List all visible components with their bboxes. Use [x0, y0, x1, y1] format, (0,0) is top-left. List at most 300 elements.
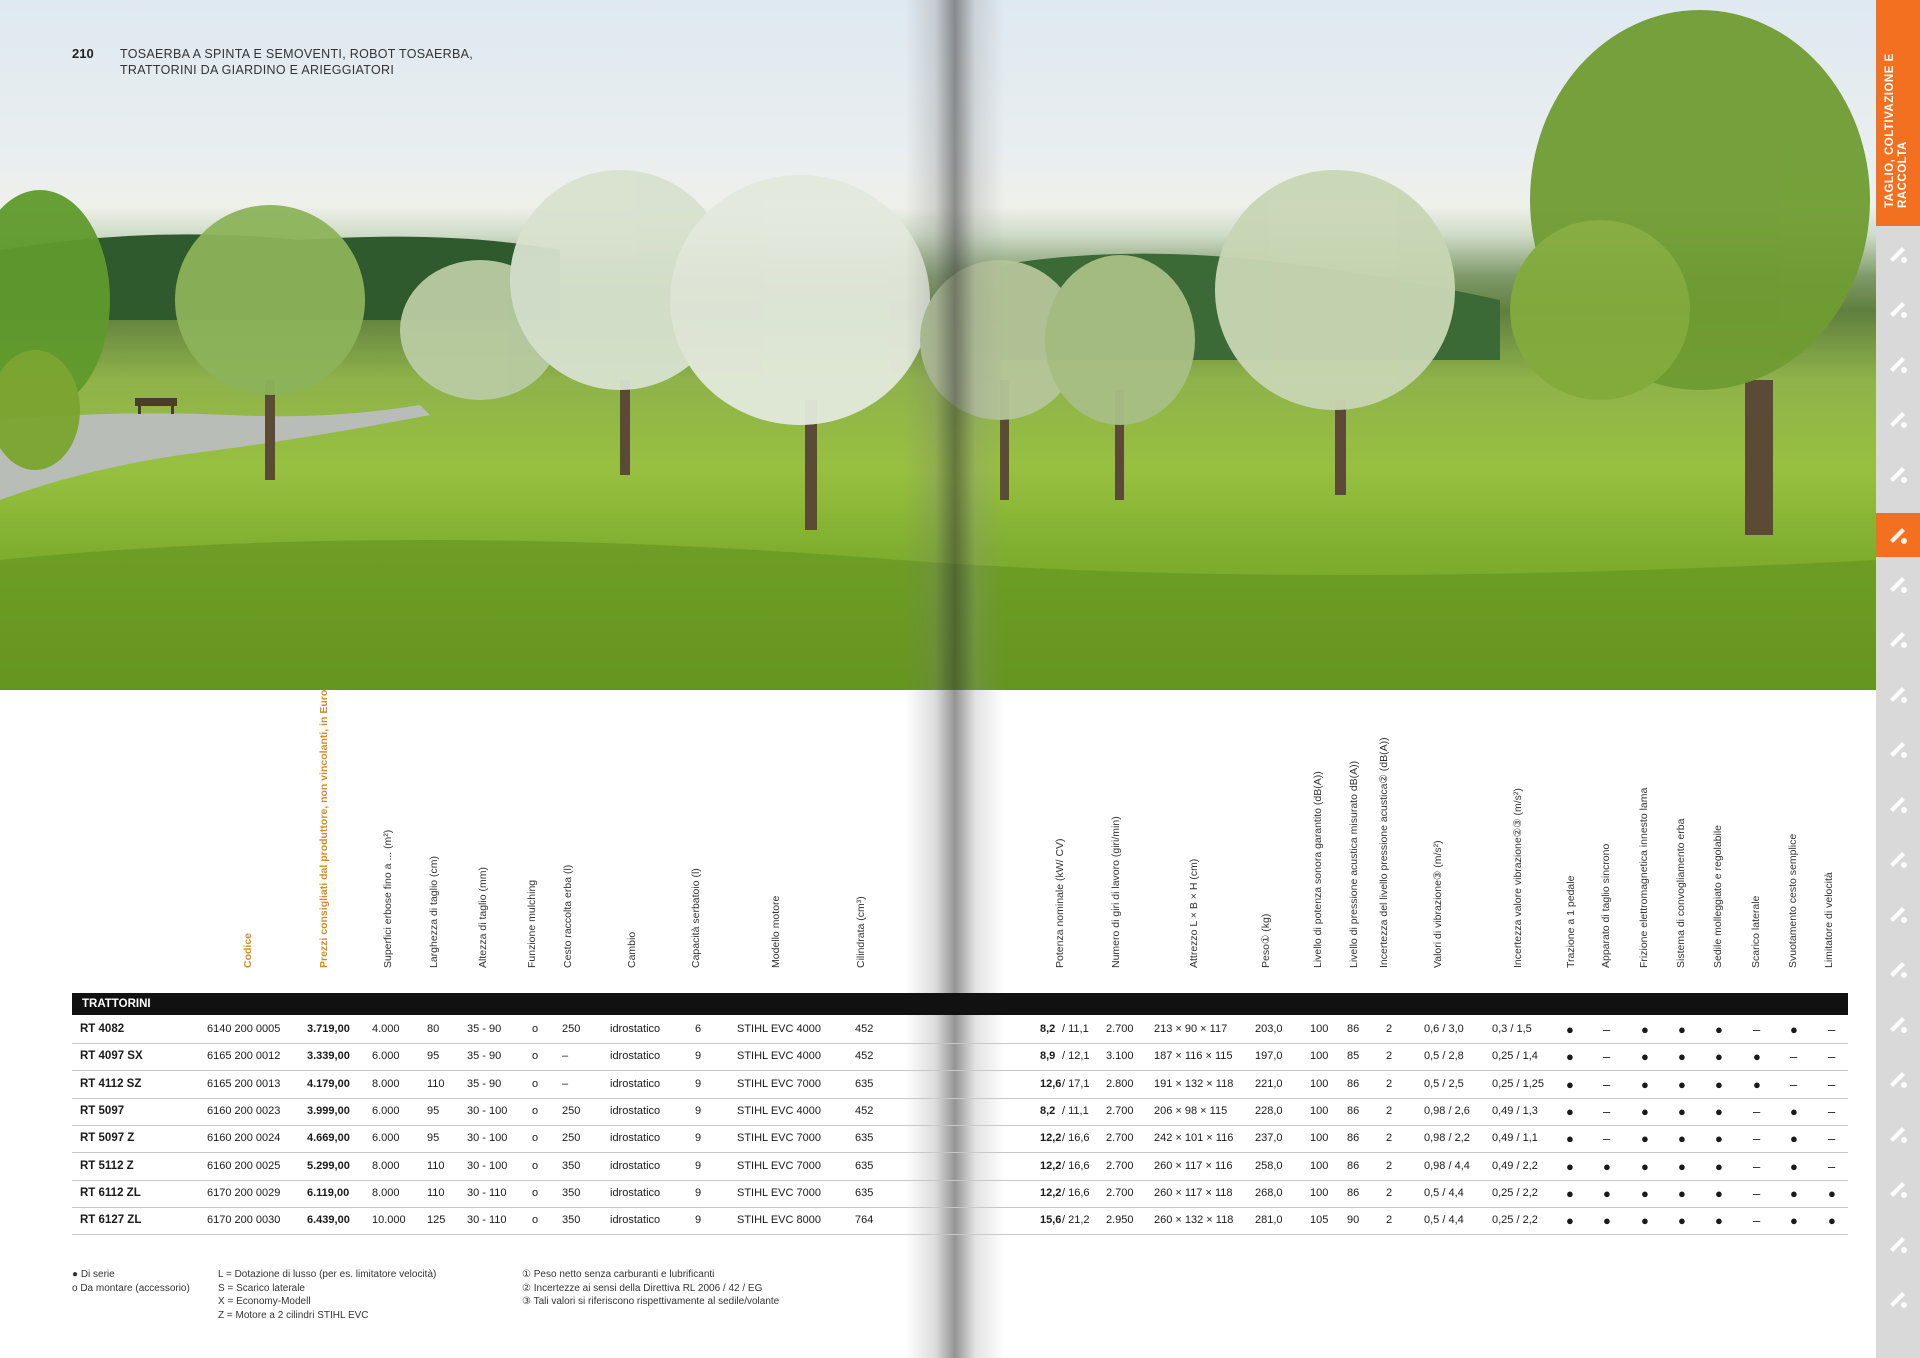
cell-unc: 2 [1386, 1077, 1393, 1090]
cleaner-icon[interactable] [1882, 733, 1914, 765]
cell-width: 95 [427, 1104, 440, 1117]
cell-dim: 260 × 117 × 118 [1154, 1186, 1233, 1199]
cell-gear: idrostatico [610, 1023, 661, 1035]
table-row [72, 1043, 1848, 1071]
column-header-label: Livello di potenza sonora garantito (dB(A)) [1312, 771, 1324, 968]
cell-kw: 8,2 [1040, 1023, 1056, 1035]
cell-height: 35 - 90 [467, 1023, 502, 1035]
cell-lpa: 86 [1347, 1077, 1360, 1090]
pole-icon[interactable] [1882, 678, 1914, 710]
cell-dim: 242 × 101 × 116 [1154, 1132, 1234, 1145]
cell-rpm: 3.100 [1106, 1050, 1134, 1063]
cell-bag: – [562, 1077, 569, 1090]
feature-mark: ● [1678, 1022, 1686, 1037]
column-header-label: Apparato di taglio sincrono [1600, 843, 1612, 968]
case-icon[interactable] [1882, 1173, 1914, 1205]
cell-lwa: 100 [1310, 1186, 1329, 1199]
feature-mark: ● [1566, 1049, 1574, 1065]
cell-cv: / 21,2 [1062, 1214, 1090, 1227]
feature-mark: ● [1828, 1185, 1836, 1201]
feature-mark: ● [1603, 1213, 1611, 1229]
feature-mark: ● [1678, 1213, 1686, 1229]
column-header-label: Attrezzo L × B × H (cm) [1188, 858, 1200, 968]
feature-mark: – [1828, 1076, 1836, 1092]
feature-mark: ● [1753, 1076, 1761, 1092]
cell-vib: 0,5 / 4,4 [1424, 1214, 1464, 1227]
cell-vunc: 0,49 / 1,1 [1492, 1132, 1538, 1145]
cell-lwa: 100 [1310, 1104, 1329, 1117]
cell-width: 95 [427, 1132, 440, 1145]
feature-mark: ● [1641, 1049, 1649, 1065]
feature-mark: – [1753, 1131, 1761, 1147]
column-header [1600, 740, 1620, 980]
tiller-icon[interactable] [1882, 623, 1914, 655]
cell-cc: 764 [855, 1214, 874, 1227]
legend-line: ② Incertezze ai sensi della Direttiva RL 2006 / 42 / EG [522, 1282, 763, 1294]
column-header [1823, 740, 1843, 980]
cell-model: RT 6127 ZL [80, 1214, 142, 1227]
cell-unc: 2 [1386, 1023, 1393, 1035]
cell-vib: 0,5 / 2,8 [1424, 1050, 1464, 1063]
column-header [1675, 740, 1695, 980]
book-icon[interactable] [1882, 1063, 1914, 1095]
cell-area: 6.000 [372, 1132, 400, 1145]
feature-mark: – [1828, 1049, 1836, 1065]
cell-tank: 9 [695, 1186, 702, 1199]
column-header-label: Cambio [626, 931, 638, 968]
cell-lpa: 86 [1347, 1104, 1360, 1117]
brushcutter-icon[interactable] [1882, 403, 1914, 435]
cell-dim: 191 × 132 × 118 [1154, 1077, 1234, 1090]
column-header-label: Modello motore [770, 895, 782, 968]
cell-gear: idrostatico [610, 1214, 661, 1227]
feature-mark: ● [1641, 1158, 1649, 1174]
cell-gear: idrostatico [610, 1159, 661, 1172]
cell-cc: 635 [855, 1159, 874, 1172]
cell-code: 6170 200 0029 [207, 1186, 281, 1199]
cell-rpm: 2.700 [1106, 1023, 1134, 1035]
hedge-trimmer-icon[interactable] [1882, 348, 1914, 380]
cell-kw: 12,2 [1040, 1132, 1062, 1145]
column-header-label: Valori di vibrazione③ (m/s²) [1432, 840, 1444, 968]
cell-price: 4.669,00 [307, 1132, 350, 1145]
cell-cv: / 12,1 [1062, 1050, 1090, 1063]
page-number: 210 [72, 46, 94, 61]
cell-vib: 0,98 / 4,4 [1424, 1159, 1470, 1172]
column-header [1565, 740, 1585, 980]
cell-gear: idrostatico [610, 1077, 661, 1090]
column-header-label: Altezza di taglio (mm) [477, 867, 489, 968]
cell-area: 8.000 [372, 1159, 400, 1172]
feature-mark: ● [1678, 1185, 1686, 1201]
feature-mark: ● [1715, 1103, 1723, 1119]
cell-mulch: o [532, 1132, 539, 1145]
tab-label: TAGLIO, COLTIVAZIONE E RACCOLTA [1884, 53, 1909, 208]
cell-rpm: 2.950 [1106, 1214, 1134, 1227]
feature-mark: ● [1715, 1158, 1723, 1174]
cell-rpm: 2.700 [1106, 1104, 1134, 1117]
column-header-label: Cesto raccolta erba (l) [562, 864, 574, 968]
cell-lpa: 86 [1347, 1023, 1360, 1035]
cell-engine: STIHL EVC 4000 [737, 1104, 821, 1117]
column-header [855, 740, 875, 980]
table-row [72, 1153, 1848, 1181]
feature-mark: ● [1603, 1158, 1611, 1174]
table-row [72, 1125, 1848, 1153]
column-header [477, 740, 497, 980]
axe-icon[interactable] [1882, 1228, 1914, 1260]
cell-model: RT 5097 [80, 1104, 125, 1117]
feature-mark: ● [1828, 1213, 1836, 1229]
column-header-label: Cilindrata (cm³) [855, 896, 867, 968]
cell-cc: 452 [855, 1050, 874, 1063]
cell-weight: 197,0 [1255, 1050, 1283, 1063]
cell-unc: 2 [1386, 1104, 1393, 1117]
cell-bag: 250 [562, 1023, 581, 1035]
cell-engine: STIHL EVC 4000 [737, 1023, 821, 1035]
column-header-label: Peso① (kg) [1260, 913, 1272, 968]
blower-icon[interactable] [1882, 458, 1914, 490]
cell-mulch: o [532, 1023, 539, 1035]
trimmer-icon[interactable] [1882, 568, 1914, 600]
feature-mark: ● [1641, 1213, 1649, 1229]
column-header-label: Numero di giri di lavoro (giri/min) [1110, 816, 1122, 968]
cell-height: 30 - 100 [467, 1104, 508, 1117]
feature-mark: – [1828, 1131, 1836, 1147]
cell-tank: 6 [695, 1023, 702, 1035]
column-header-label: Incertezza del livello pressione acustica② (dB(A)) [1378, 737, 1390, 968]
column-header-label: Limitatore di velocità [1823, 872, 1835, 968]
column-header [1260, 740, 1280, 980]
cell-cv: / 16,6 [1062, 1132, 1090, 1145]
cell-lwa: 100 [1310, 1159, 1329, 1172]
feature-mark: ● [1790, 1103, 1798, 1119]
cell-engine: STIHL EVC 7000 [737, 1077, 821, 1090]
column-header [318, 689, 338, 980]
sweeper-icon[interactable] [1882, 788, 1914, 820]
column-header [1188, 740, 1208, 980]
cell-unc: 2 [1386, 1214, 1393, 1227]
legend-standard [72, 1268, 190, 1295]
cell-weight: 281,0 [1255, 1214, 1283, 1227]
orchard-photo [0, 0, 1876, 690]
cell-weight: 203,0 [1255, 1023, 1283, 1035]
cell-engine: STIHL EVC 7000 [737, 1132, 821, 1145]
column-header-label: Incertezza valore vibrazione②③ (m/s²) [1512, 788, 1524, 968]
column-header [1054, 740, 1074, 980]
cell-price: 3.999,00 [307, 1104, 350, 1117]
cell-area: 6.000 [372, 1050, 400, 1063]
feature-mark: ● [1566, 1076, 1574, 1092]
cell-weight: 221,0 [1255, 1077, 1283, 1090]
column-header-label: Codice [242, 932, 254, 968]
page-title: TOSAERBA A SPINTA E SEMOVENTI, ROBOT TOSAERBA, TRATTORINI DA GIARDINO E ARIEGGIATORI [120, 47, 474, 77]
feature-mark: ● [1566, 1131, 1574, 1147]
cell-lwa: 105 [1310, 1214, 1329, 1227]
sprayer-icon[interactable] [1882, 843, 1914, 875]
side-tab-bar [1876, 0, 1920, 1358]
cell-price: 6.439,00 [307, 1214, 350, 1227]
cell-model: RT 6112 ZL [80, 1186, 141, 1199]
cell-vunc: 0,49 / 2,2 [1492, 1159, 1538, 1172]
cell-unc: 2 [1386, 1050, 1393, 1063]
feature-mark: – [1790, 1049, 1798, 1065]
cell-vunc: 0,25 / 1,4 [1492, 1050, 1538, 1063]
feature-mark: ● [1790, 1022, 1798, 1037]
feature-mark: ● [1715, 1076, 1723, 1092]
cell-kw: 12,2 [1040, 1186, 1062, 1199]
column-header [428, 740, 448, 980]
cell-dim: 260 × 132 × 118 [1154, 1214, 1234, 1227]
cell-cv: / 16,6 [1062, 1186, 1090, 1199]
cell-gear: idrostatico [610, 1050, 661, 1063]
feature-mark: – [1828, 1022, 1836, 1037]
feature-mark: ● [1566, 1185, 1574, 1201]
cell-model: RT 4082 [80, 1023, 125, 1035]
cell-price: 3.339,00 [307, 1050, 350, 1063]
legend-line: o Da montare (accessorio) [72, 1282, 190, 1294]
cell-lpa: 86 [1347, 1159, 1360, 1172]
cell-cv: / 16,6 [1062, 1159, 1090, 1172]
cell-cv: / 11,1 [1062, 1023, 1089, 1035]
cell-price: 6.119,00 [307, 1186, 350, 1199]
cell-height: 30 - 100 [467, 1132, 508, 1145]
column-header-label: Prezzi consigliati dal produttore, non vincolanti, in Euro [318, 689, 330, 968]
cell-vib: 0,6 / 3,0 [1424, 1023, 1464, 1035]
cell-mulch: o [532, 1214, 539, 1227]
feature-mark: ● [1715, 1022, 1723, 1037]
legend-notes [522, 1268, 779, 1309]
column-header [690, 740, 710, 980]
cell-height: 30 - 110 [467, 1214, 507, 1227]
cell-tank: 9 [695, 1159, 702, 1172]
chainsaw-icon[interactable] [1882, 293, 1914, 325]
cell-unc: 2 [1386, 1159, 1393, 1172]
feature-mark: – [1603, 1049, 1611, 1065]
column-header [562, 740, 582, 980]
cell-vib: 0,98 / 2,6 [1424, 1104, 1470, 1117]
column-header-label: Livello di pressione acustica misurato dB(A)) [1348, 760, 1360, 968]
legend-line: S = Scarico laterale [218, 1282, 305, 1294]
cell-model: RT 4097 SX [80, 1050, 143, 1063]
cell-vunc: 0,25 / 1,25 [1492, 1077, 1544, 1090]
cell-cc: 635 [855, 1186, 874, 1199]
feature-mark: ● [1641, 1022, 1649, 1037]
tab-taglio-coltivazione[interactable] [1876, 0, 1920, 226]
cell-height: 35 - 90 [467, 1050, 502, 1063]
column-header [526, 740, 546, 980]
bottle-icon[interactable] [1882, 1283, 1914, 1315]
cell-area: 6.000 [372, 1104, 400, 1117]
saw-icon[interactable] [1882, 898, 1914, 930]
bag-icon[interactable] [1882, 1118, 1914, 1150]
cell-tank: 9 [695, 1050, 702, 1063]
cell-engine: STIHL EVC 7000 [737, 1186, 821, 1199]
cell-mulch: o [532, 1186, 539, 1199]
vacuum-icon[interactable] [1882, 953, 1914, 985]
column-header-label: Trazione a 1 pedale [1565, 875, 1577, 968]
table-row [72, 1180, 1848, 1208]
cell-gear: idrostatico [610, 1104, 661, 1117]
column-header [1378, 737, 1398, 980]
cell-code: 6160 200 0025 [207, 1159, 281, 1172]
cell-mulch: o [532, 1050, 539, 1063]
feature-mark: ● [1641, 1103, 1649, 1119]
cell-height: 35 - 90 [467, 1077, 502, 1090]
legend-line: Z = Motore a 2 cilindri STIHL EVC [218, 1309, 369, 1321]
cell-cc: 452 [855, 1104, 874, 1117]
table-row [72, 1207, 1848, 1235]
cell-kw: 15,6 [1040, 1214, 1062, 1227]
feature-mark: ● [1566, 1103, 1574, 1119]
cell-vunc: 0,3 / 1,5 [1492, 1023, 1532, 1035]
cell-area: 10.000 [372, 1214, 406, 1227]
mower-icon[interactable] [1876, 513, 1920, 557]
cell-unc: 2 [1386, 1186, 1393, 1199]
cell-rpm: 2.800 [1106, 1077, 1134, 1090]
feature-mark: ● [1678, 1131, 1686, 1147]
column-header-label: Scarico laterale [1750, 895, 1762, 968]
feature-mark: – [1603, 1103, 1611, 1119]
column-header [1750, 740, 1770, 980]
table-row [72, 1098, 1848, 1126]
column-header [626, 740, 646, 980]
cell-engine: STIHL EVC 7000 [737, 1159, 821, 1172]
column-header [382, 740, 402, 980]
cell-dim: 187 × 116 × 115 [1154, 1050, 1233, 1063]
feature-mark: ● [1566, 1022, 1574, 1037]
cell-kw: 8,2 [1040, 1104, 1056, 1117]
column-header [1432, 740, 1452, 980]
cell-width: 110 [427, 1159, 445, 1172]
cell-bag: 250 [562, 1132, 581, 1145]
feature-mark: ● [1641, 1185, 1649, 1201]
cell-lwa: 100 [1310, 1050, 1329, 1063]
cell-weight: 237,0 [1255, 1132, 1283, 1145]
column-header-label: Funzione mulching [526, 879, 538, 968]
cell-rpm: 2.700 [1106, 1159, 1134, 1172]
cell-dim: 260 × 117 × 116 [1154, 1159, 1233, 1172]
cell-price: 4.179,00 [307, 1077, 350, 1090]
section-title-bar [72, 993, 1848, 1015]
cell-code: 6140 200 0005 [207, 1023, 281, 1035]
cell-engine: STIHL EVC 4000 [737, 1050, 821, 1063]
cell-rpm: 2.700 [1106, 1132, 1134, 1145]
legend-line: X = Economy-Modell [218, 1296, 311, 1307]
phone-icon[interactable] [1882, 1008, 1914, 1040]
feature-mark: – [1753, 1185, 1761, 1201]
column-header [1312, 740, 1332, 980]
cell-lwa: 100 [1310, 1023, 1329, 1035]
legend-line: ① Peso netto senza carburanti e lubrificanti [522, 1269, 715, 1280]
cell-bag: 250 [562, 1104, 581, 1117]
column-header-label: Frizione elettromagnetica innesto lama [1638, 787, 1650, 968]
cell-lpa: 86 [1347, 1186, 1360, 1199]
cell-vib: 0,98 / 2,2 [1424, 1132, 1470, 1145]
cell-cv: / 17,1 [1062, 1077, 1090, 1090]
cell-tank: 9 [695, 1214, 702, 1227]
cell-lpa: 90 [1347, 1214, 1360, 1227]
feature-mark: ● [1790, 1185, 1798, 1201]
cell-weight: 228,0 [1255, 1104, 1283, 1117]
cell-tank: 9 [695, 1077, 702, 1090]
cell-code: 6165 200 0012 [207, 1050, 281, 1063]
cell-price: 5.299,00 [307, 1159, 350, 1172]
cell-dim: 206 × 98 × 115 [1154, 1104, 1228, 1117]
feature-mark: – [1603, 1076, 1611, 1092]
feature-mark: ● [1715, 1185, 1723, 1201]
feature-mark: – [1753, 1158, 1761, 1174]
legend-line: ③ Tali valori si riferiscono rispettivamente al sedile/volante [522, 1296, 780, 1307]
column-header [1638, 740, 1658, 980]
cell-vunc: 0,49 / 1,3 [1492, 1104, 1538, 1117]
feature-mark: ● [1641, 1131, 1649, 1147]
cell-gear: idrostatico [610, 1186, 661, 1199]
cell-lpa: 85 [1347, 1050, 1360, 1063]
cell-price: 3.719,00 [307, 1023, 350, 1035]
feature-mark: – [1828, 1103, 1836, 1119]
cell-width: 80 [427, 1023, 440, 1035]
cell-mulch: o [532, 1104, 539, 1117]
cell-vunc: 0,25 / 2,2 [1492, 1186, 1538, 1199]
feature-mark: – [1753, 1103, 1761, 1119]
feature-mark: ● [1678, 1049, 1686, 1065]
column-header-label: Potenza nominale (kW/ CV) [1054, 838, 1066, 968]
cell-tank: 9 [695, 1132, 702, 1145]
section-title: TRATTORINI [82, 998, 151, 1010]
cell-height: 30 - 100 [467, 1159, 508, 1172]
cell-code: 6165 200 0013 [207, 1077, 281, 1090]
feature-mark: – [1603, 1022, 1611, 1037]
feature-mark: ● [1678, 1103, 1686, 1119]
table-row [72, 1016, 1848, 1044]
cell-mulch: o [532, 1077, 539, 1090]
cell-vunc: 0,25 / 2,2 [1492, 1214, 1538, 1227]
column-header-label: Sistema di convogliamento erba [1675, 818, 1687, 968]
table-row [72, 1071, 1848, 1099]
cell-engine: STIHL EVC 8000 [737, 1214, 821, 1227]
feature-mark: – [1753, 1022, 1761, 1037]
cell-model: RT 5097 Z [80, 1132, 135, 1145]
feature-mark: ● [1678, 1158, 1686, 1174]
cell-height: 30 - 110 [467, 1186, 507, 1199]
legend-letters [218, 1268, 436, 1322]
column-header-label: Svuotamento cesto semplice [1787, 833, 1799, 968]
cell-bag: 350 [562, 1214, 581, 1227]
cell-gear: idrostatico [610, 1132, 661, 1145]
column-header [1512, 740, 1532, 980]
cell-bag: 350 [562, 1186, 581, 1199]
cell-kw: 8,9 [1040, 1050, 1056, 1063]
column-header [1787, 740, 1807, 980]
cell-code: 6160 200 0023 [207, 1104, 281, 1117]
cell-area: 4.000 [372, 1023, 400, 1035]
cell-cc: 635 [855, 1077, 874, 1090]
cell-rpm: 2.700 [1106, 1186, 1134, 1199]
cell-vib: 0,5 / 2,5 [1424, 1077, 1464, 1090]
feature-mark: ● [1790, 1131, 1798, 1147]
legend-line: ● Di serie [72, 1269, 115, 1280]
cell-weight: 258,0 [1255, 1159, 1283, 1172]
column-header [1712, 740, 1732, 980]
feature-mark: – [1828, 1158, 1836, 1174]
cell-mulch: o [532, 1159, 539, 1172]
cell-width: 110 [427, 1186, 445, 1199]
battery-icon[interactable] [1882, 238, 1914, 270]
cell-lwa: 100 [1310, 1077, 1329, 1090]
cell-model: RT 5112 Z [80, 1159, 134, 1172]
cell-bag: – [562, 1050, 569, 1063]
